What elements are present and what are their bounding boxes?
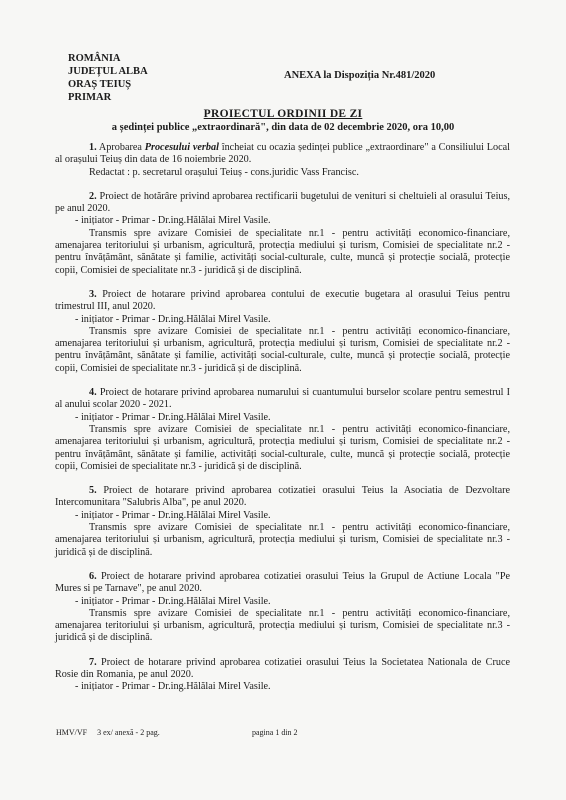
initiator-line: - inițiator - Primar - Dr.ing.Hălălai Mirel Vasile.	[75, 313, 271, 325]
agenda-item	[55, 191, 510, 277]
page-number: pagina 1 din 2	[252, 728, 298, 737]
agenda-item	[55, 387, 510, 473]
item-number: 5.	[89, 485, 97, 497]
item-number: 1.	[89, 142, 97, 153]
transmission-note: Transmis spre avizare Comisiei de specialitate nr.1 - pentru activități economico-financiare, amenajarea teritoriului și urbanism, agricultură, protecția mediului și turism, Comisiei de specialitate nr.3 - juridică și de disciplină.	[55, 522, 510, 558]
agenda-item	[55, 142, 510, 179]
agenda-item-text: 4. Proiect de hotarare privind aprobarea numarului si cuantumului burselor scolare pentru semestrul I al anului scolar 2020 - 2021.	[55, 387, 510, 411]
footer-reference: HMV/VF 3 ex/ anexă - 2 pag.	[56, 728, 160, 737]
emphasis-text: Procesului verbal	[144, 142, 219, 153]
transmission-note: Transmis spre avizare Comisiei de specialitate nr.1 - pentru activități economico-financiare, amenajarea teritoriului și urbanism, agricultură, protecția mediului și turism, Comisiei de specialitate nr.2 - pentru învățământ, sănătate și familie, activități social-culturale, culte, muncă și protecție socială, protecție copii, Comisiei de specialitate nr.3 - juridică și de disciplină.	[55, 325, 510, 374]
agenda-item-text: 3. Proiect de hotarare privind aprobarea contului de executie bugetara al orasului Teius pentru trimestrul III, anul 2020.	[55, 288, 510, 313]
agenda-item-text: 7. Proiect de hotarare privind aprobarea cotizatiei orasului Teius la Societatea Nationala de Cruce Rosie din Romania, pe anul 2020.	[55, 656, 510, 680]
agenda-item-text: 1. Aprobarea Procesului verbal încheiat cu ocazia ședinței publice „extraordinare" a Consiliului Local al orașului Teiuș din data de 16 noiembrie 2020.	[55, 142, 511, 166]
issuer-line-office: PRIMAR	[68, 92, 112, 103]
transmission-note: Transmis spre avizare Comisiei de specialitate nr.1 - pentru activități economico-financiare, amenajarea teritoriului și urbanism, agricultură, protecția mediului și turism, Comisiei de specialitate nr.3 - juridică și de disciplină.	[55, 607, 510, 644]
agenda-item	[55, 571, 510, 645]
item-number: 6.	[89, 570, 97, 582]
annex-reference: ANEXA la Dispoziția Nr.481/2020	[284, 70, 436, 81]
item-number: 3.	[89, 288, 97, 300]
agenda-item-text: 2. Proiect de hotărâre privind aprobarea rectificarii bugetului de venituri si cheltuieli al orasului Teius, pe anul 2020.	[55, 190, 511, 215]
agenda-item	[55, 657, 510, 694]
issuer-block	[68, 52, 148, 104]
document-title: PROIECTUL ORDINII DE ZI	[203, 108, 363, 120]
item-number: 2.	[89, 190, 97, 202]
item-number: 4.	[89, 387, 97, 399]
issuer-line-country: ROMÂNIA	[68, 53, 121, 64]
initiator-line: - inițiator - Primar - Dr.ing.Hălălai Mirel Vasile.	[75, 681, 271, 693]
agenda-body	[55, 142, 510, 706]
initiator-line: - inițiator - Primar - Dr.ing.Hălălai Mirel Vasile.	[75, 595, 271, 607]
transmission-note: Transmis spre avizare Comisiei de specialitate nr.1 - pentru activități economico-financiare, amenajarea teritoriului și urbanism, agricultură, protecția mediului și turism, Comisiei de specialitate nr.2 - pentru învățământ, sănătate și familie, activități social-culturale, culte, muncă și protecție socială, protecție copii, Comisiei de specialitate nr.3 - juridică și de disciplină.	[55, 227, 510, 276]
document-subtitle: a ședinței publice „extraordinară", din data de 02 decembrie 2020, ora 10,00	[111, 122, 455, 133]
issuer-line-town: ORAȘ TEIUȘ	[68, 79, 132, 90]
transmission-note: Transmis spre avizare Comisiei de specialitate nr.1 - pentru activități economico-financiare, amenajarea teritoriului și urbanism, agricultură, protecția mediului și turism, Comisiei de specialitate nr.2 - pentru învățământ, sănătate și familie, activități social-culturale, culte, muncă și protecție socială, protecție copii, Comisiei de specialitate nr.3 - juridică și de disciplină.	[55, 423, 510, 472]
initiator-line: - inițiator - Primar - Dr.ing.Hălălai Mirel Vasile.	[75, 215, 271, 227]
agenda-item	[55, 485, 510, 559]
agenda-item	[55, 289, 510, 375]
agenda-item-text: 6. Proiect de hotarare privind aprobarea cotizatiei orasului Teius la Grupul de Actiune Locala "Pe Mures si pe Tarnave", pe anul 2020.	[55, 570, 511, 595]
initiator-line: - inițiator - Primar - Dr.ing.Hălălai Mirel Vasile.	[75, 509, 271, 521]
item-number: 7.	[89, 656, 97, 668]
initiator-line: - inițiator - Primar - Dr.ing.Hălălai Mirel Vasile.	[75, 411, 271, 423]
drafted-by: Redactat : p. secretarul orașului Teiuș - cons.juridic Vass Francisc.	[89, 166, 359, 178]
issuer-line-county: JUDEȚUL ALBA	[68, 66, 148, 77]
agenda-item-text: 5. Proiect de hotarare privind aprobarea cotizatiei orasului Teius la Asociatia de Dezvoltare Intercomunitara "Salubris Alba", pe anul 2020.	[55, 485, 511, 509]
